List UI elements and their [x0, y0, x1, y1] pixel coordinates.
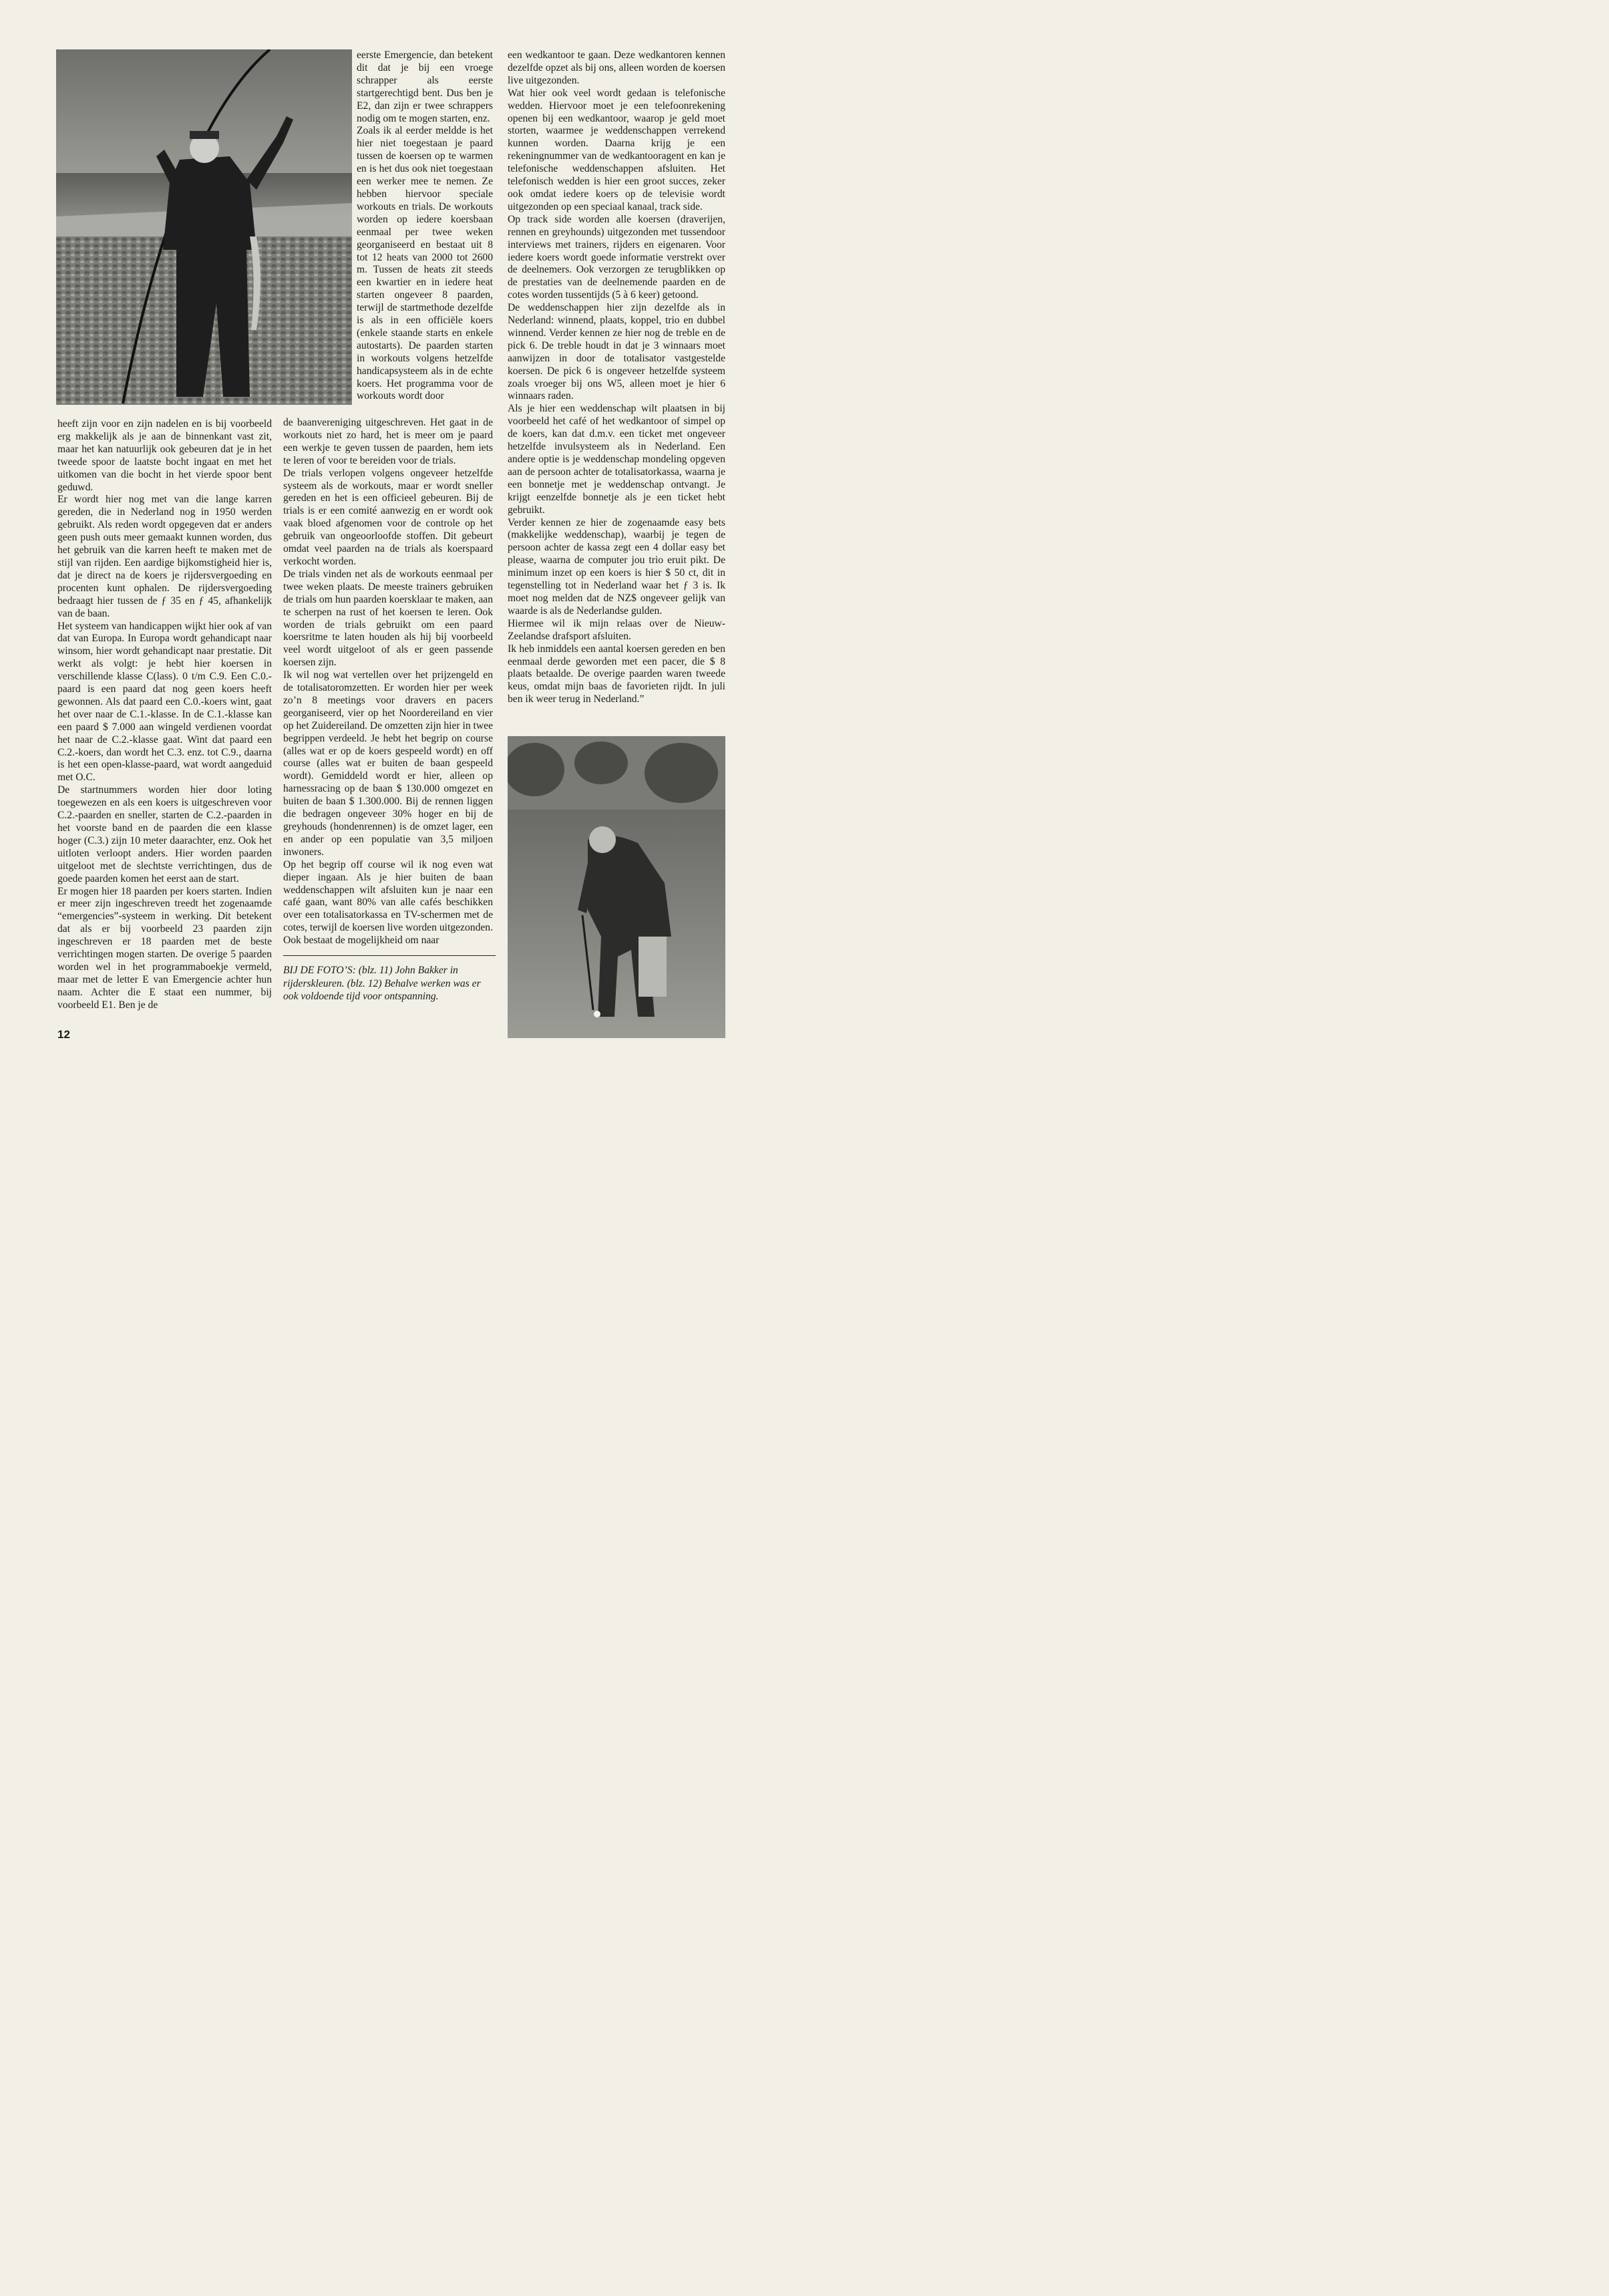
photo-golfer [508, 736, 725, 1038]
col1-paragraph: De startnummers worden hier door loting toegewezen en als een koers is uitgeschreven voor C.2.-paarden en sneller, starten de C.2.-paarden in het voorste band en de paarden die een klasse hoger (C.3.) zijn 10 meter daarachter, enz. Ook het uitloten verloopt anders. Hier worden paarden uitgeloot met de slechtste verrichtingen, dus de goede paarden komen het eerst aan de start. [57, 784, 272, 884]
col1-paragraph: Er mogen hier 18 paarden per koers starten. Indien er meer zijn ingeschreven treedt het zogenaamde “emergencies”-systeem in werking. Dit betekent dat als er bij voorbeeld 23 paarden zijn ingeschreven er 18 paarden met de beste verrichtingen mogen starten. De overige 5 paarden worden wel in het programmaboekje vermeld, maar met de letter E van Emergencie achter hun naam. Achter die E staat een nummer, bij voorbeeld E1. Ben je de [57, 885, 272, 1011]
col3-paragraph: Op track side worden alle koersen (draverijen, rennen en greyhounds) uitgezonden met tussendoor interviews met trainers, rijders en eigenaren. Voor iedere koers wordt goede informatie verstrekt over de deelnemers. Ook verzorgen ze terugblikken op de prestaties van de deelnemende paarden en de cotes worden tussentijds (5 à 6 keer) getoond. [508, 213, 725, 301]
page-number: 12 [57, 1028, 70, 1041]
col2-paragraph: De trials vinden net als de workouts eenmaal per twee weken plaats. De meeste trainers gebruiken de trials om hun paarden koersklaar te maken, aan te scherpen na rust of het koersen te leren. Ook worden de trials gebruikt om een paard koersritme te laten houden als hij bij voorbeeld veel wordt uitgeloot of als er geen passende koersen zijn. [283, 568, 493, 669]
magazine-page [0, 0, 736, 1050]
col3-paragraph: Wat hier ook veel wordt gedaan is telefonische wedden. Hiervoor moet je een telefoonrekening openen bij een wedkantoor, waarop je geld moet storten, waarmee je weddenschappen verrekend kunnen worden. Daarna krijg je een rekeningnummer van de wedkantooragent en kan je telefonische weddenschappen afsluiten. Het telefonisch wedden is hier een groot succes, zeker ook omdat iedere koers op de televisie wordt uitgezonden op een speciaal kanaal, track side. [508, 87, 725, 212]
col2-paragraph: de baanvereniging uitgeschreven. Het gaat in de workouts niet zo hard, het is meer om je paard een werkje te geven tussen de paarden, hem iets te leren of voor te bereiden voor de trials. [283, 417, 493, 466]
column-3-text [508, 49, 725, 706]
photo-fisherman [56, 49, 352, 405]
col2-paragraph: Ik wil nog wat vertellen over het prijzengeld en de totalisatoromzetten. Er worden hier per week zo’n 8 meetings voor dravers en pacers georganiseerd, vier op het Noordereiland en vier op het Zuidereiland. De omzetten zijn hier in twee begrippen verdeeld. Je hebt het begrip on course (alles wat er op de koers gespeeld wordt) en off course (alles wat er buiten de baan gespeeld wordt). Gemiddeld wordt er hier, alleen op harnessracing op de baan $ 130.000 omgezet en buiten de baan $ 1.300.000. Bij de rennen liggen die bedragen ongeveer 30% hoger en bij de greyhouds (hondenrennen) is de omzet lager, een en ander op een populatie van 3,5 miljoen inwoners. [283, 669, 493, 858]
golfer-illustration [508, 736, 725, 1038]
column-2-wide-text [283, 417, 493, 947]
col3-paragraph: een wedkantoor te gaan. Deze wedkantoren kennen dezelfde opzet als bij ons, alleen worden de koersen live uitgezonden. [508, 49, 725, 86]
col2-paragraph: De trials verlopen volgens ongeveer hetzelfde systeem als de workouts, maar er wordt sneller gereden en het is een officieel gebeuren. Bij de trials is er een comité aanwezig en er wordt ook vaak bloed afgenomen voor de controle op het gebruik van ongeoorloofde stoffen. Dit gebeurt omdat veel paarden na de trials als koerspaard verkocht worden. [283, 467, 493, 567]
fisherman-illustration [56, 49, 352, 405]
col2-paragraph: Op het begrip off course wil ik nog even wat dieper ingaan. Als je hier buiten de baan weddenschappen wilt afsluiten kun je naar een café gaan, want 80% van alle cafés beschikken over een totalisatorkassa en TV-schermen met de cotes, terwijl de koersen live worden uitgezonden. Ook bestaat de mogelijkheid om naar [283, 858, 493, 947]
col3-paragraph: Ik heb inmiddels een aantal koersen gereden en ben eenmaal derde geworden met een pacer, die $ 8 plaats betaalde. De overige paarden waren tweede keus, omdat mijn baas de favorieten rijdt. In juli ben ik weer terug in Nederland.” [508, 643, 725, 705]
bleed-through-mark [334, 5, 468, 32]
col2-paragraph: Zoals ik al eerder meldde is het hier niet toegestaan je paard tussen de koersen op te warmen en is het dus ook niet toegestaan een werker mee te nemen. Ze hebben hiervoor speciale workouts en trials. De workouts worden op iedere koersbaan eenmaal per twee weken georganiseerd en bestaat uit 8 tot 12 heats van 2000 tot 2600 m. Tussen de heats zit steeds een kwartier en in iedere heat starten ongeveer 8 paarden, terwijl de startmethode dezelfde is als in een officiële koers (enkele staande starts en enkele autostarts). De paarden starten in workouts volgens hetzelfde handicapsysteem als in de echte koers. Het programma voor de workouts wordt door [357, 125, 493, 402]
col2-paragraph: eerste Emergencie, dan betekent dit dat je bij een vroege schrapper als eerste startgerechtigd bent. Dus ben je E2, dan zijn er twee schrappers nodig om te mogen starten, enz. [357, 49, 493, 124]
col3-paragraph: Als je hier een weddenschap wilt plaatsen in bij voorbeeld het café of het wedkantoor of simpel op de koers, kan dat d.m.v. een ticket met ongeveer hetzelfde invulsysteem als in Nederland. Een andere optie is je weddenschap mondeling opgeven aan de persoon achter de totalisatorkassa, waarna je een bonnetje met je weddenschap ontvangt. Je krijgt eenzelfde bonnetje als je een ticket hebt gebruikt. [508, 403, 725, 516]
col3-paragraph: De weddenschappen hier zijn dezelfde als in Nederland: winnend, plaats, koppel, trio en dubbel winnend. Verder kennen ze hier nog de treble en de pick 6. De treble houdt in dat je 3 winnaars moet aanwijzen in door de totalisator vastgestelde koersen. De pick 6 is ongeveer hetzelfde systeem zoals vroeger bij ons W5, alleen moet je hier 6 winnaars raden. [508, 302, 725, 402]
column-1-text [57, 418, 272, 1012]
col3-paragraph: Verder kennen ze hier de zogenaamde easy bets (makkelijke weddenschap), waarbij je tegen de persoon achter de kassa zegt een 4 dollar easy bet please, waarna de computer jou trio eruit pikt. De minimum inzet op een koers is hier $ 50 ct, dit in tegenstelling tot in Nederland waar het ƒ 3 is. Ik moet nog melden dat de NZ$ ongeveer gelijk van waarde is als de Nederlandse gulden. [508, 516, 725, 617]
column-2-narrow-text [357, 49, 493, 403]
photo-caption: BIJ DE FOTO’S: (blz. 11) John Bakker in rijderskleuren. (blz. 12) Behalve werken was er ook voldoende tijd voor ontspanning. [283, 955, 496, 1003]
col1-paragraph: Het systeem van handicappen wijkt hier ook af van dat van Europa. In Europa wordt gehandicapt naar winsom, hier wordt gehandicapt naar prestatie. Dit werkt als volgt: je hebt hier koersen in verschillende klasse C(lass). 0 t/m C.9. Een C.0.-paard is een paard dat nog geen koers heeft gewonnen. Als dat paard een C.0.-koers wint, gaat het over naar de C.1.-klasse. In de C.1.-klasse kan een paard $ 7.000 aan wingeld verdienen voordat het naar de C.2.-klasse gaat. Wint dat paard een C.2.-koers, dan wordt het C.3. enz. tot C.9., daarna is het een open-klasse-paard, wat wordt aangeduid met O.C. [57, 620, 272, 784]
col1-paragraph: heeft zijn voor en zijn nadelen en is bij voorbeeld erg makkelijk als je aan de binnenkant vast zit, maar het kan natuurlijk ook gebeuren dat je in het tweede spoor de laatste bocht ingaat en met het uitkomen van die bocht in het vierde spoor bent geduwd. [57, 418, 272, 493]
col1-paragraph: Er wordt hier nog met van die lange karren gereden, die in Nederland nog in 1950 werden gebruikt. Als reden wordt opgegeven dat er anders geen push outs meer gemaakt kunnen worden, dus het gebruik van die karren heeft te maken met de stijl van rijden. Een aardige bijkomstigheid hier is, dat je direct na de koers je rijdersvergoeding en procenten kunt ophalen. De rijdersvergoeding bedraagt hier tussen de ƒ 35 en ƒ 45, afhankelijk van de baan. [57, 494, 272, 619]
col3-paragraph: Hiermee wil ik mijn relaas over de Nieuw-Zeelandse drafsport afsluiten. [508, 617, 725, 642]
